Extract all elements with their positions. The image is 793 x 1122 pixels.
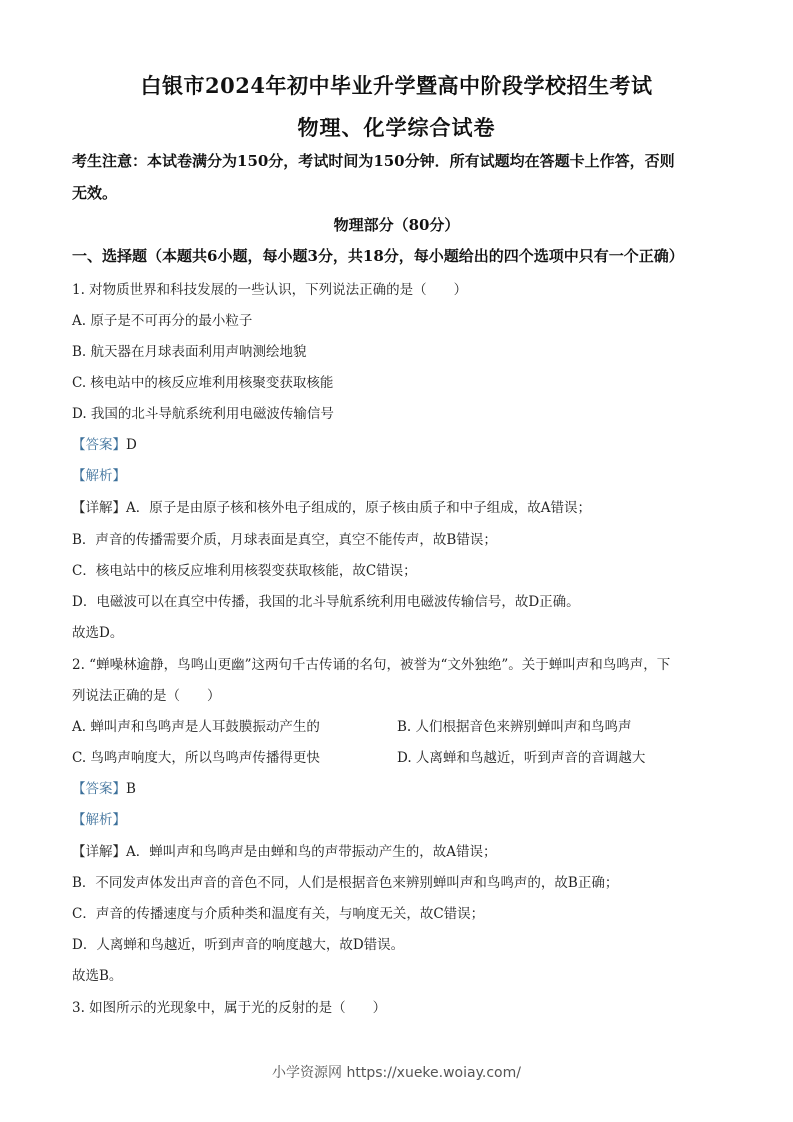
q1-answer	[72, 433, 137, 453]
exam-subtitle: 物理、化学综合试卷	[297, 115, 496, 140]
detail-label: 【详解】	[72, 844, 126, 860]
q1-option-a: A. 原子是不可再分的最小粒子	[72, 313, 253, 329]
q1-detail-b: B．声音的传播需要介质，月球表面是真空，真空不能传声，故B错误；	[72, 532, 497, 548]
q1-detail-a: 【详解】A．原子是由原子核和核外电子组成的，原子核由质子和中子组成，故A错误；	[72, 500, 591, 516]
q2-option-d: D. 人离蝉和鸟越近，听到声音的音调越大	[397, 750, 646, 766]
q2-analysis-label: 【解析】	[72, 812, 126, 828]
q2-stem-line-1: 2. “蝉噪林逾静，鸟鸣山更幽”这两句千古传诵的名句，被誉为“文外独绝”。关于蝉叫声和鸟鸣声，下	[72, 657, 671, 673]
q1-option-b: B. 航天器在月球表面利用声呐测绘地貌	[72, 344, 307, 360]
q2-detail-d: D．人离蝉和鸟越近，听到声音的响度越大，故D错误。	[72, 937, 405, 953]
notice-line-2: 无效。	[72, 184, 118, 202]
q1-answer-value: D	[126, 437, 137, 453]
q1-detail-d: D．电磁波可以在真空中传播，我国的北斗导航系统利用电磁波传输信号，故D正确。	[72, 594, 580, 610]
q2-option-a: A. 蝉叫声和鸟鸣声是人耳鼓膜振动产生的	[72, 719, 320, 735]
exam-title: 白银市2024年初中毕业升学暨高中阶段学校招生考试	[140, 73, 653, 98]
q2-answer-value: B	[126, 781, 136, 797]
detail-label: 【详解】	[72, 500, 126, 516]
q2-detail-c: C．声音的传播速度与介质种类和温度有关，与响度无关，故C错误；	[72, 906, 485, 922]
q2-detail-b: B．不同发声体发出声音的音色不同，人们是根据音色来辨别蝉叫声和鸟鸣声的，故B正确；	[72, 875, 619, 891]
q1-stem: 1. 对物质世界和科技发展的一些认识，下列说法正确的是（ ）	[72, 282, 468, 298]
q2-stem-line-2: 列说法正确的是（ ）	[72, 688, 221, 704]
answer-label: 【答案】	[72, 437, 126, 453]
part-heading: 一、选择题（本题共6小题，每小题3分，共18分，每小题给出的四个选项中只有一个正确）	[72, 247, 684, 265]
q2-option-c: C. 鸟鸣声响度大，所以鸟鸣声传播得更快	[72, 750, 320, 766]
answer-label: 【答案】	[72, 781, 126, 797]
q1-option-c: C. 核电站中的核反应堆利用核聚变获取核能	[72, 375, 334, 391]
q1-detail-c: C．核电站中的核反应堆利用核裂变获取核能，故C错误；	[72, 563, 417, 579]
q2-conclusion: 故选B。	[72, 968, 123, 984]
footer-watermark: 小学资源网 https://xueke.woiay.com/	[272, 1065, 521, 1081]
q1-option-d: D. 我国的北斗导航系统利用电磁波传输信号	[72, 406, 334, 422]
q2-detail-a: 【详解】A．蝉叫声和鸟鸣声是由蝉和鸟的声带振动产生的，故A错误；	[72, 844, 497, 860]
q2-option-b: B. 人们根据音色来辨别蝉叫声和鸟鸣声	[397, 719, 632, 735]
section-heading: 物理部分（80分）	[333, 216, 460, 234]
q2-answer	[72, 777, 136, 797]
q1-analysis-label: 【解析】	[72, 468, 126, 484]
notice-line-1: 考生注意：本试卷满分为150分，考试时间为150分钟．所有试题均在答题卡上作答，否则	[72, 152, 675, 170]
q3-stem: 3. 如图所示的光现象中，属于光的反射的是（ ）	[72, 1000, 387, 1016]
q1-conclusion: 故选D。	[72, 625, 124, 641]
